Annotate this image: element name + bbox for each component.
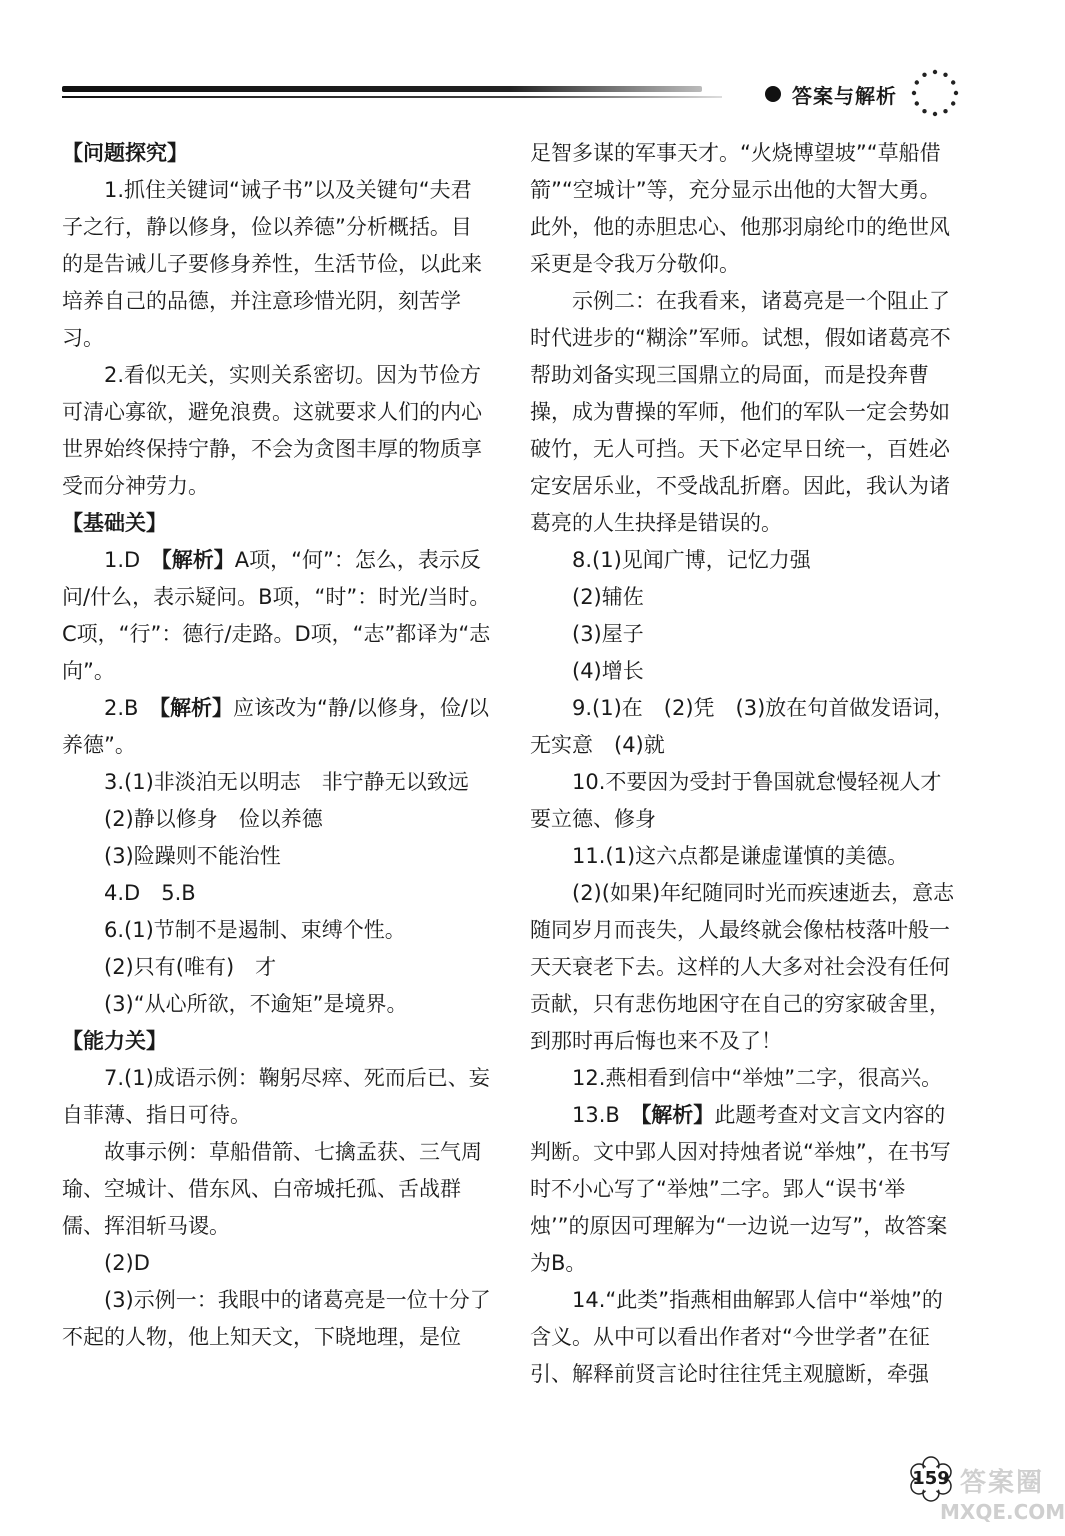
answer-item: 11.(1)这六点都是谦虚谨慎的美德。 bbox=[572, 844, 909, 868]
section-heading-nengli: 【能力关】 bbox=[62, 1029, 167, 1053]
answer-item bbox=[530, 1097, 960, 1282]
analysis-tag: 【解析】 bbox=[161, 548, 235, 572]
answer-item: 12.燕相看到信中“举烛”二字，很高兴。 bbox=[572, 1066, 943, 1090]
page-number-text: 159 bbox=[912, 1468, 950, 1489]
answer-item: 6.(1)节制不是遏制、束缚个性。 bbox=[104, 918, 406, 942]
answer-subitem: (3)险躁则不能治性 bbox=[104, 844, 281, 868]
answer-paragraph: 故事示例：草船借箭、七擒孟获、三气周瑜、空城计、借东风、白帝城托孤、舌战群儒、挥泪斩马谡。 bbox=[62, 1140, 482, 1238]
answer-subitem: (4)增长 bbox=[572, 659, 644, 683]
answer-item bbox=[62, 542, 492, 690]
answer-subitem: (2)只有(唯有) 才 bbox=[104, 955, 277, 979]
page-header bbox=[0, 0, 1050, 130]
answer-paragraph: (2)(如果)年纪随同时光而疾速逝去，意志随同岁月而丧失，人最终就会像枯枝落叶般一天天衰老下去。这样的人大多对社会没有任何贡献，只有悲伤地困守在自己的穷家破舍里，到那时再后悔也来不及了！ bbox=[530, 881, 955, 1053]
answer-item: 4.D 5.B bbox=[104, 881, 196, 905]
answer-paragraph: 2.看似无关，实则关系密切。因为节俭方可清心寡欲，避免浪费。这就要求人们的内心世界始终保持宁静，不会为贪图丰厚的物质享受而分神劳力。 bbox=[62, 363, 482, 498]
watermark-url: MXQE.COM bbox=[940, 1500, 1065, 1524]
answer-item: 3.(1)非淡泊无以明志 非宁静无以致远 bbox=[104, 770, 469, 794]
answer-paragraph: (3)示例一：我眼中的诸葛亮是一位十分了不起的人物，他上知天文，下晓地理，是位 bbox=[62, 1288, 491, 1349]
answer-item: 10.不要因为受封于鲁国就怠慢轻视人才 要立德、修身 bbox=[530, 770, 963, 831]
header-bullet-icon bbox=[765, 86, 781, 102]
header-rule-thick bbox=[62, 86, 702, 92]
answer-item bbox=[62, 690, 492, 764]
header-rule-thin bbox=[62, 96, 722, 98]
header-title: 答案与解析 bbox=[792, 84, 897, 108]
section-heading-wenti: 【问题探究】 bbox=[62, 141, 188, 165]
right-column bbox=[530, 135, 963, 1393]
answer-subitem: (3)屋子 bbox=[572, 622, 644, 646]
answer-subitem: (3)“从心所欲，不逾矩”是境界。 bbox=[104, 992, 408, 1016]
section-heading-jichu: 【基础关】 bbox=[62, 511, 167, 535]
page-number bbox=[908, 1456, 954, 1502]
analysis-text: 此题考查对文言文内容的判断。文中郢人因对持烛者说“举烛”，在书写时不小心写了“举烛”二字。郢人“误书‘举烛’”的原因可理解为“一边说一边写”，故答案为B。 bbox=[530, 1103, 951, 1275]
answer-subitem: (2)D bbox=[104, 1251, 150, 1275]
answer-number: 13.B bbox=[572, 1103, 641, 1127]
answer-item: 9.(1)在 (2)凭 (3)放在句首做发语词，无实意 (4)就 bbox=[530, 696, 955, 757]
answer-item: 8.(1)见闻广博，记忆力强 bbox=[572, 548, 811, 572]
analysis-tag: 【解析】 bbox=[640, 1103, 715, 1127]
answer-subitem: (2)静以修身 俭以养德 bbox=[104, 807, 323, 831]
answer-number: 1.D bbox=[104, 548, 162, 572]
answer-subitem: (2)辅佐 bbox=[572, 585, 644, 609]
answer-paragraph: 示例二：在我看来，诸葛亮是一个阻止了时代进步的“糊涂”军师。试想，假如诸葛亮不帮助刘备实现三国鼎立的局面，而是投奔曹操，成为曹操的军师，他们的军队一定会势如破竹，无人可挡。天下必定早日统一，百姓必定安居乐业，不受战乱折磨。因此，我认为诸葛亮的人生抉择是错误的。 bbox=[530, 289, 951, 535]
answer-paragraph-continued: 足智多谋的军事天才。“火烧博望坡”“草船借箭”“空城计”等，充分显示出他的大智大勇。此外，他的赤胆忠心、他那羽扇纶巾的绝世风采更是令我万分敬仰。 bbox=[530, 141, 950, 276]
analysis-tag: 【解析】 bbox=[159, 696, 233, 720]
answer-item: 7.(1)成语示例：鞠躬尽瘁、死而后已、妄自菲薄、指日可待。 bbox=[62, 1066, 490, 1127]
answer-item: 14.“此类”指燕相曲解郢人信中“举烛”的含义。从中可以看出作者对“今世学者”在征引、解释前贤言论时往往凭主观臆断，牵强 bbox=[530, 1288, 943, 1386]
analysis-text: 应该改为“静/以修身，俭/以养德”。 bbox=[62, 696, 489, 757]
watermark-logo: 答案圈 bbox=[960, 1468, 1045, 1498]
answer-number: 2.B bbox=[104, 696, 160, 720]
left-column bbox=[62, 135, 492, 1356]
answer-paragraph: 1.抓住关键词“诫子书”以及关键句“夫君子之行，静以修身，俭以养德”分析概括。目的是告诫儿子要修身养性，生活节俭，以此来培养自己的品德，并注意珍惜光阴，刻苦学习。 bbox=[62, 178, 482, 350]
dotted-ring-icon bbox=[910, 68, 960, 118]
analysis-text: A项，“何”：怎么，表示反问/什么，表示疑问。B项，“时”：时光/当时。C项，“行”：德行/走路。D项，“志”都译为“志向”。 bbox=[62, 548, 491, 683]
